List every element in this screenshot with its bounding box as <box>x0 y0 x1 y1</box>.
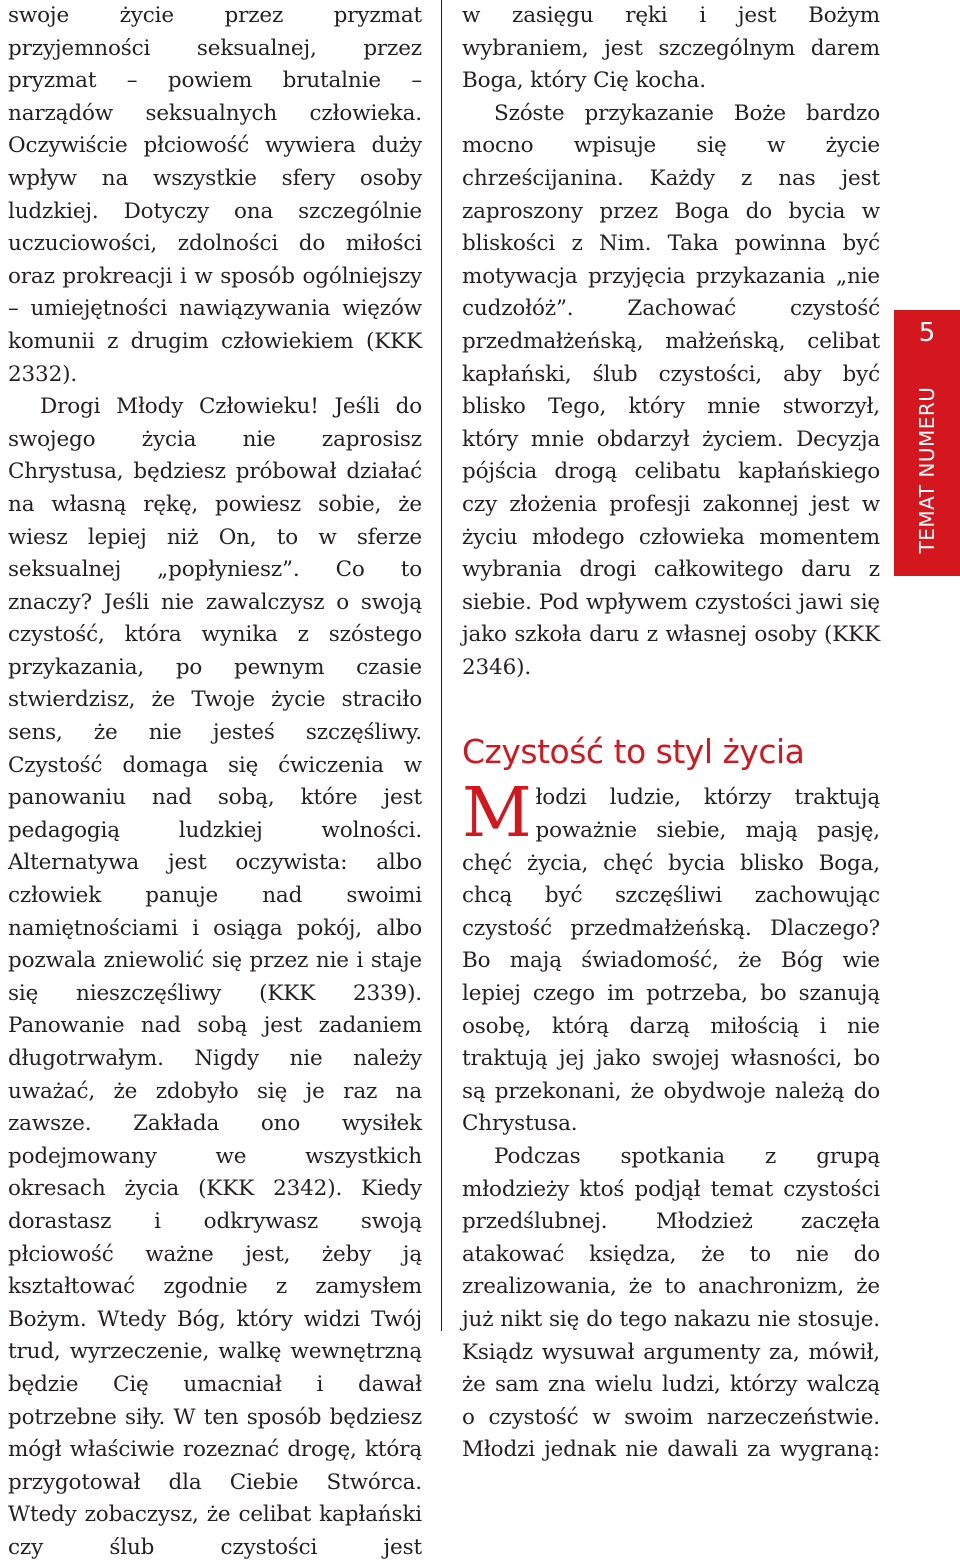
right-paragraph-4: Podczas spotkania z grupą młodzieży ktoś podjął temat czystości przedślubnej. Młodzież zaczęła atakować księdza, że to nie do zrealizowania, że to anachronizm, że już nikt się do tego nakazu nie stosuje. Ksiądz wysuwał argumenty za, mówił, że sam zna wielu ludzi, którzy walczą o czystość w swoim narzeczeństwie. Młodzi jednak nie dawali za wygraną: <box>462 1144 880 1463</box>
right-paragraph-3-text: łodzi ludzie, którzy traktują poważnie siebie, mają pasję, chęć życia, chęć bycia blisko Boga, chcą być szczęśliwi zachowując czystość przedmałżeńską. Dlaczego? Bo mają świadomość, że Bóg wie lepiej czego im potrzeba, bo szanują osobę, którą darzą miłością i nie traktują jej jako swojej własności, bo są przekonani, że obydwoje należą do Chrystusa. <box>462 785 880 1137</box>
right-paragraph-1: w zasięgu ręki i jest Bożym wybraniem, jest szczególnym darem Boga, który Cię kocha. <box>462 3 880 94</box>
right-paragraph-3 <box>462 774 880 1141</box>
page-number: 5 <box>918 318 936 348</box>
left-column <box>8 0 422 1565</box>
right-paragraph-2: Szóste przykazanie Boże bardzo mocno wpisuje się w życie chrześcijanina. Każdy z nas jest zaproszony przez Boga do bycia w bliskości z Nim. Taka powinna być motywacja przyjęcia przykazania „nie cudzołóż”. Zachować czystość przedmałżeńską, małżeńską, celibat kapłański, ślub czystości, aby być blisko Tego, który mnie stworzył, który mnie obdarzył życiem. Decyzja pójścia drogą celibatu kapłańskiego czy złożenia profesji zakonnej jest w życiu młodego człowieka momentem wybrania drogi całkowitego daru z siebie. Pod wpływem czystości jawi się jako szkoła daru z własnej osoby (KKK 2346). <box>462 100 880 680</box>
section-label: TEMAT NUMERU <box>915 386 939 554</box>
left-paragraph-2: Drogi Młody Człowieku! Jeśli do swojego życia nie zaprosisz Chrystusa, będziesz próbował działać na własną rękę, powiesz sobie, że wiesz lepiej niż On, to w sferze seksualnej „popłyniesz”. Co to znaczy? Jeśli nie zawalczysz o swoją czystość, która wynika z szóstego przykazania, po pewnym czasie stwierdzisz, że Twoje życie straciło sens, że nie jesteś szczęśliwy. Czystość domaga się ćwiczenia w panowaniu nad sobą, które jest pedagogią ludzkiej wolności. Alternatywa jest oczywista: albo człowiek panuje nad swoimi namiętnościami i osiąga pokój, albo pozwala zniewolić się przez nie i staje się nieszczęśliwy (KKK 2339). Panowanie nad sobą jest zadaniem długotrwałym. Nigdy nie należy uważać, że zdobyło się je raz na zawsze. Zakłada ono wysiłek podejmowany we wszystkich okresach życia (KKK 2342). Kiedy dorastasz i odkrywasz swoją płciowość ważne jest, żeby ją kształtować zgodnie z zamysłem Bożym. Wtedy Bóg, który widzi Twój trud, wyrzeczenie, walkę wewnętrzną będzie Cię umacniał i dawał potrzebne siły. W ten sposób będziesz mógł właściwie rozeznać drogę, którą przygotował dla Ciebie Stwórca. Wtedy zobaczysz, że celibat kapłański czy ślub czystości jest <box>8 394 422 1560</box>
column-divider <box>441 0 442 1331</box>
section-tab <box>894 310 960 576</box>
drop-cap: M <box>462 774 532 854</box>
left-paragraph-1: swoje życie przez pryzmat przyjemności seksualnej, przez pryzmat – powiem brutalnie – narządów seksualnych człowieka. Oczywiście płciowość wywiera duży wpływ na wszystkie sfery osoby ludzkiej. Dotyczy ona szczególnie uczuciowości, zdolności do miłości oraz prokreacji i w sposób ogólniejszy – umiejętności nawiązywania więzów komunii z drugim człowiekiem (KKK 2332). <box>8 3 422 387</box>
section-heading: Czystość to styl życia <box>462 732 805 772</box>
right-column <box>462 0 880 1467</box>
